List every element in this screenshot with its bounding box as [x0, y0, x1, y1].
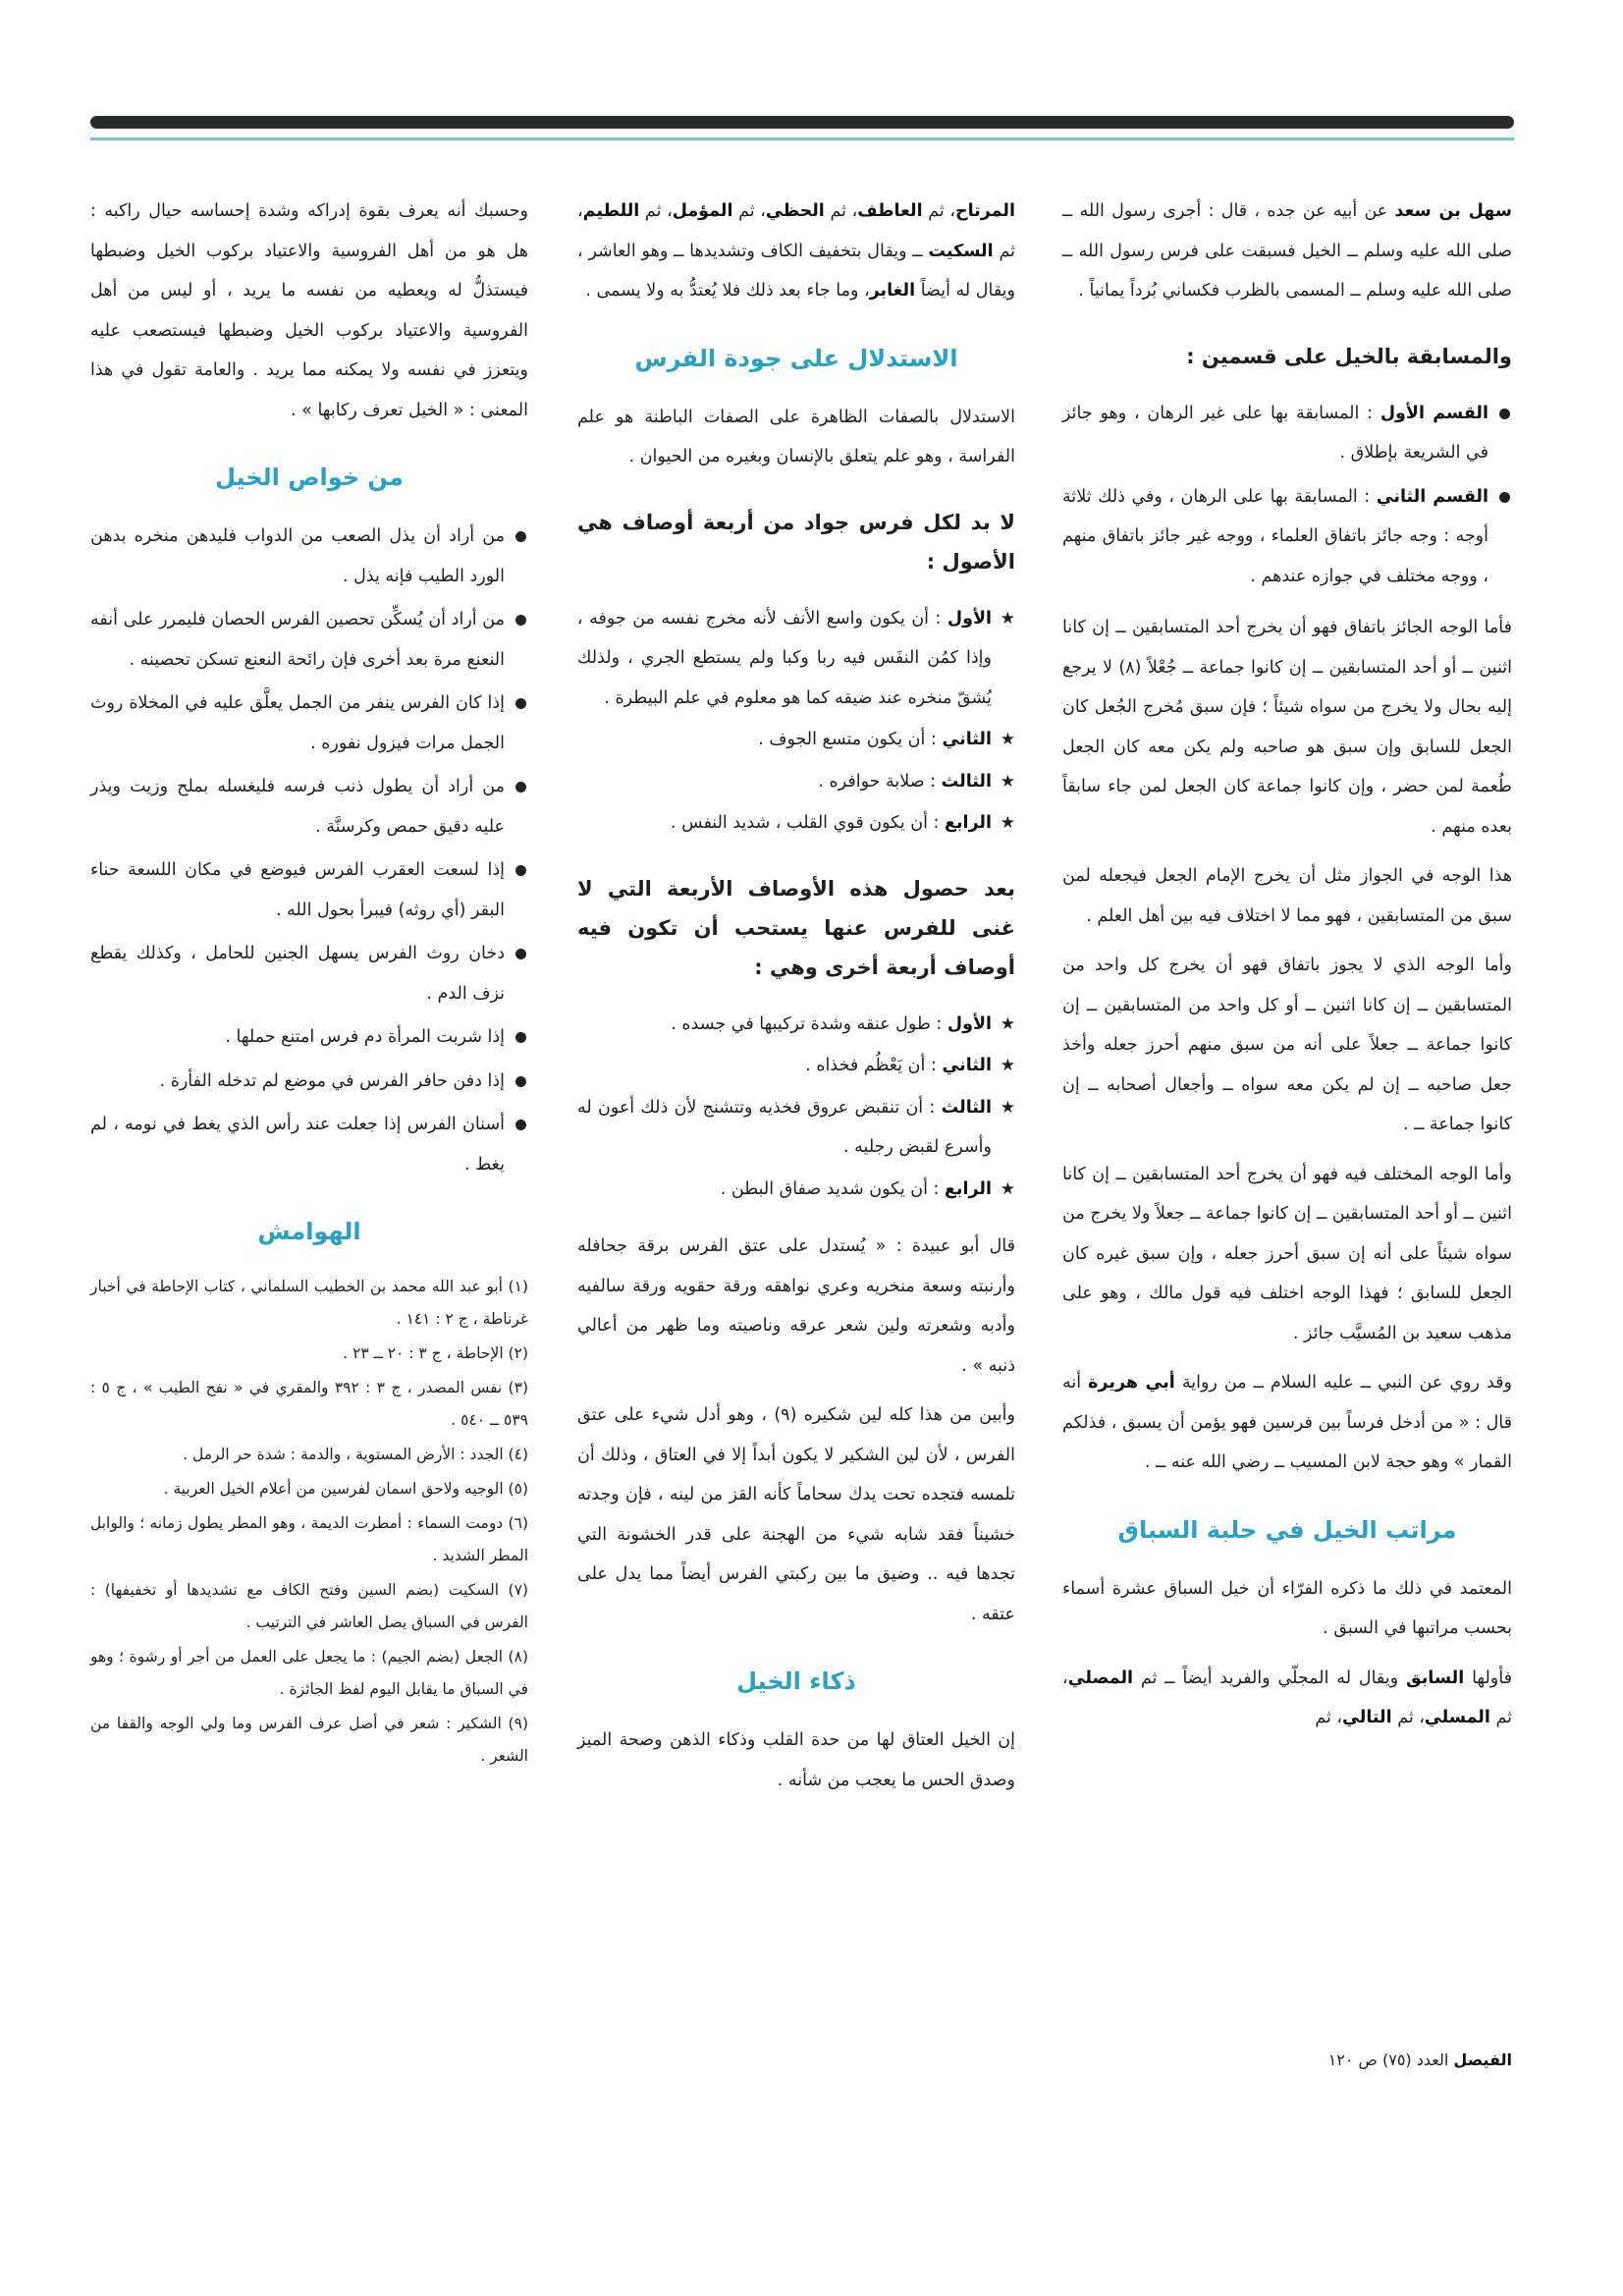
star-item: ★ الأول : أن يكون واسع الأنف لأنه مخرج نفسه من جوفه ، وإذا كمُن النفَس فيه ربا وكبا ولم يستطع الجري ، ولذلك يُشقّ منخره عند ضيقه كما هو معلوم في علم البيطرة .	[577, 599, 1015, 719]
column-left	[90, 191, 528, 1775]
section-heading: والمسابقة بالخيل على قسمين :	[1186, 344, 1512, 368]
magazine-name: الفيصل	[1453, 2050, 1512, 2069]
list-item: إذا دفن حافر الفرس في موضع لم تدخله الفأرة .	[90, 1062, 528, 1102]
footnote: (٤) الجدد : الأرض المستوية ، والدمة : شدة حر الرمل .	[183, 1446, 528, 1463]
section-heading: ذكاء الخيل	[736, 1667, 856, 1695]
list-item: أسنان الفرس إذا جعلت عند رأس الذي يغط في نومه ، لم يغط .	[90, 1105, 528, 1184]
list-item: دخان روث الفرس يسهل الجنين للحامل ، وكذلك يقطع نزف الدم .	[90, 934, 528, 1013]
paragraph: وأما الوجه المختلف فيه فهو أن يخرج أحد المتسابقين ــ إن كانا اثنين ــ أو أحد المتسابقين ــ إن كانوا جماعة ــ جعلاً ولا يخرج من سواه شيئاً على أنه إن سبق أحرز جعله ، وإن سبق غيره كان الجعل للسابق ؛ فهذا الوجه اختلف فيه قول مالك ، وهو على مذهب سعيد بن المُسيَّب جائز .	[1062, 1164, 1512, 1343]
list-item: من أراد أن يطول ذنب فرسه فليغسله بملح وزيت ويذر عليه دقيق حمص وكرسنَّة .	[90, 767, 528, 847]
section-heading: مراتب الخيل في حلبة السباق	[1117, 1515, 1457, 1544]
footnotes	[90, 1271, 528, 1773]
section-heading: لا بد لكل فرس جواد من أربعة أوصاف هي الأصول :	[577, 510, 1015, 574]
page-footer	[1062, 2050, 1512, 2069]
list-item: من أراد أن يُسكِّن تحصين الفرس الحصان فليمرر على أنفه النعنع مرة بعد أخرى فإن رائحة النعنع تسكن تحصينه .	[90, 600, 528, 680]
properties-list	[90, 517, 528, 1184]
star-item: ★ الرابع : أن يكون قوي القلب ، شديد النفس .	[577, 803, 1015, 844]
star-item: ★ الثاني : أن يكون متسع الجوف .	[577, 720, 1015, 760]
paragraph: وأبين من هذا كله لين شكيره (٩) ، وهو أدل شيء على عتق الفرس ، لأن لين الشكير لا يكون أبداً إلا في العتاق ، وذلك أن تلمسه فتجده تحت يدك سحاماً كأنه القز من لينه ، فإن وجدته خشيناً فقد شابه شيء من الهجنة على قدر الخشونة التي تجدها فيه .. وضيق ما بين ركبتي الفرس أيضاً مما يدل على عتقه .	[577, 1405, 1015, 1624]
footnote: (٢) الإحاطة ، ج ٣ : ٢٠ ــ ٢٣ .	[343, 1344, 528, 1362]
paragraph: هذا الوجه في الجواز مثل أن يخرج الإمام الجعل فيجعله لمن سبق من المتسابقين ، فهو مما لا اختلاف فيه بين أهل العلم .	[1062, 866, 1512, 926]
list-item: إذا شربت المرأة دم فرس امتنع حملها .	[90, 1017, 528, 1058]
paragraph: وأما الوجه الذي لا يجوز باتفاق فهو أن يخرج كل واحد من المتسابقين ــ إن كانا اثنين ــ أو كل واحد من المتسابقين ــ إن كانوا جماعة ــ جعلاً على أنه من سبق منهم أحرز جعله وأخذ جعل صاحبه ــ إن لم يكن معه سواه ــ وأجعال أصحابه ــ إن كانوا جماعة ــ .	[1062, 956, 1512, 1134]
list-item: إذا كان الفرس ينفر من الجمل يعلَّق عليه في المخلاة روث الجمل مرات فيزول نفوره .	[90, 683, 528, 763]
paragraph: فأما الوجه الجائز باتفاق فهو أن يخرج أحد المتسابقين ــ إن كانا اثنين ــ أو أحد المتسابقين ــ إن كانوا جماعة ــ جُعْلاً (٨) لا يرجع إليه بحال ولا يخرج من سواه شيئاً ؛ فإن سبق مُخرج الجُعل كان الجعل للسابق وإن سبق هو صاحبه ولم يكن معه كان الجعل طُعمة لمن حضر ، وإن كانوا جماعة كان الجعل لمن جاء سابقاً بعده منهم .	[1062, 618, 1512, 837]
paragraph: قال أبو عبيدة : « يُستدل على عتق الفرس برقة جحافله وأرنبته وسعة منخريه وعري نواهقه ورقة حقويه ورقة سالفيه وأدبه وشعرته ولين شعر عرقه وناصيته وما ظهر من أعالي ذنبه » .	[577, 1236, 1015, 1376]
footnote: (٨) الجعل (بضم الجيم) : ما يجعل على العمل من أجر أو رشوة ؛ وهو في السباق ما يقابل اليوم لفظ الجائزة .	[90, 1648, 528, 1698]
footnote: (١) أبو عبد الله محمد بن الخطيب السلماني ، كتاب الإحاطة في أخبار غرناطة ، ج ٢ : ١٤١ .	[90, 1278, 528, 1328]
star-item: ★ الأول : طول عنقه وشدة تركيبها في جسده .	[577, 1005, 1015, 1045]
paragraph: المعتمد في ذلك ما ذكره الفرّاء أن خيل السباق عشرة أسماء بحسب مراتبها في السبق .	[1062, 1578, 1512, 1638]
bullet-item: القسم الأول : المسابقة بها على غير الرهان ، وهو جائز في الشريعة بإطلاق .	[1062, 394, 1512, 473]
section-heading: من خواص الخيل	[215, 464, 404, 491]
paragraph: سهل بن سعد عن أبيه عن جده ، قال : أجرى رسول الله ــ صلى الله عليه وسلم ــ الخيل فسبقت على فرس رسول الله ــ صلى الله عليه وسلم ــ المسمى بالظرب فكساني بُرداً يمانياً .	[1062, 201, 1512, 301]
header-rule	[90, 116, 1514, 129]
column-right	[1062, 191, 1512, 1748]
paragraph: المرتاح، ثم العاطف، ثم الحظي، ثم المؤمل، ثم اللطيم، ثم السكيت ــ ويقال بتخفيف الكاف وتشديدها ــ وهو العاشر ، ويقال له أيضاً الغابر، وما جاء بعد ذلك فلا يُعتدُّ به ولا يسمى .	[577, 201, 1015, 301]
footnote: (٧) السكيت (بضم السين وفتح الكاف مع تشديدها أو تخفيفها) : الفرس في السباق يصل العاشر في الترتيب .	[90, 1581, 528, 1631]
paragraph: الاستدلال بالصفات الظاهرة على الصفات الباطنة هو علم الفراسة ، وهو علم يتعلق بالإنسان وبغيره من الحيوان .	[577, 407, 1015, 466]
section-heading: بعد حصول هذه الأوصاف الأربعة التي لا غنى للفرس عنها يستحب أن تكون فيه أوصاف أربعة أخرى وهي :	[577, 876, 1015, 979]
star-item: ★ الرابع : أن يكون شديد صفاق البطن .	[577, 1170, 1015, 1210]
star-item: ★ الثاني : أن يَعْظُم فخذاه .	[577, 1046, 1015, 1086]
section-heading: الاستدلال على جودة الفرس	[634, 344, 958, 372]
star-item: ★ الثالث : صلابة حوافره .	[577, 762, 1015, 802]
issue-page: العدد (٧٥) ص ١٢٠	[1327, 2050, 1449, 2069]
footnote: (٦) دومت السماء : أمطرت الديمة ، وهو المطر يطول زمانه ؛ والوابل المطر الشديد .	[90, 1514, 528, 1564]
bullet-item: القسم الثاني : المسابقة بها على الرهان ، وفي ذلك ثلاثة أوجه : وجه جائز باتفاق العلماء ، ووجه غير جائز باتفاق منهم ، ووجه مختلف في جوازه عندهم .	[1062, 477, 1512, 597]
column-middle	[577, 191, 1015, 1810]
footnote: (٩) الشكير : شعر في أصل عرف الفرس وما ولي الوجه والقفا من الشعر .	[90, 1715, 528, 1765]
footnotes-heading: الهوامش	[257, 1218, 361, 1245]
footnote: (٣) نفس المصدر ، ج ٣ : ٣٩٢ والمقري في « نفح الطيب » ، ج ٥ : ٥٣٩ ــ ٥٤٠ .	[90, 1379, 528, 1429]
header-accent-line	[90, 137, 1514, 140]
paragraph: إن الخيل العتاق لها من حدة القلب وذكاء الذهن وصحة الميز وصدق الحس ما يعجب من شأنه .	[577, 1730, 1015, 1790]
paragraph: فأولها السابق ويقال له المجلّي والفريد أيضاً ــ ثم المصلي، ثم المسلي، ثم التالي، ثم	[1062, 1667, 1512, 1727]
paragraph: وحسبك أنه يعرف بقوة إدراكه وشدة إحساسه حيال راكبه : هل هو من أهل الفروسية والاعتياد بركوب الخيل وضبطها فيستذلُّ له ويعطيه من نفسه ما يريد ، أو ليس من أهل الفروسية والاعتياد بركوب الخيل وضبطها فيستصعب عليه ويتعزز في نفسه ولا يمكنه مما يريد . والعامة تقول في هذا المعنى : « الخيل تعرف ركابها » .	[90, 201, 528, 420]
footnote: (٥) الوجيه ولاحق اسمان لفرسين من أعلام الخيل العربية .	[163, 1480, 528, 1498]
paragraph: وقد روي عن النبي ــ عليه السلام ــ من رواية أبي هريرة أنه قال : « من أدخل فرساً بين فرسين فهو يؤمن أن يسبق ، فذلكم القمار » وهو حجة لابن المسيب ــ رضي الله عنه ــ .	[1062, 1373, 1512, 1472]
list-item: من أراد أن يذل الصعب من الدواب فليدهن منخره بدهن الورد الطيب فإنه يذل .	[90, 517, 528, 596]
star-item: ★ الثالث : أن تنقبض عروق فخذيه وتتشنج لأن ذلك أعون له وأسرع لقبض رجليه .	[577, 1088, 1015, 1168]
list-item: إذا لسعت العقرب الفرس فيوضع في مكان اللسعة حناء البقر (أي روثه) فيبرأ بحول الله .	[90, 850, 528, 930]
